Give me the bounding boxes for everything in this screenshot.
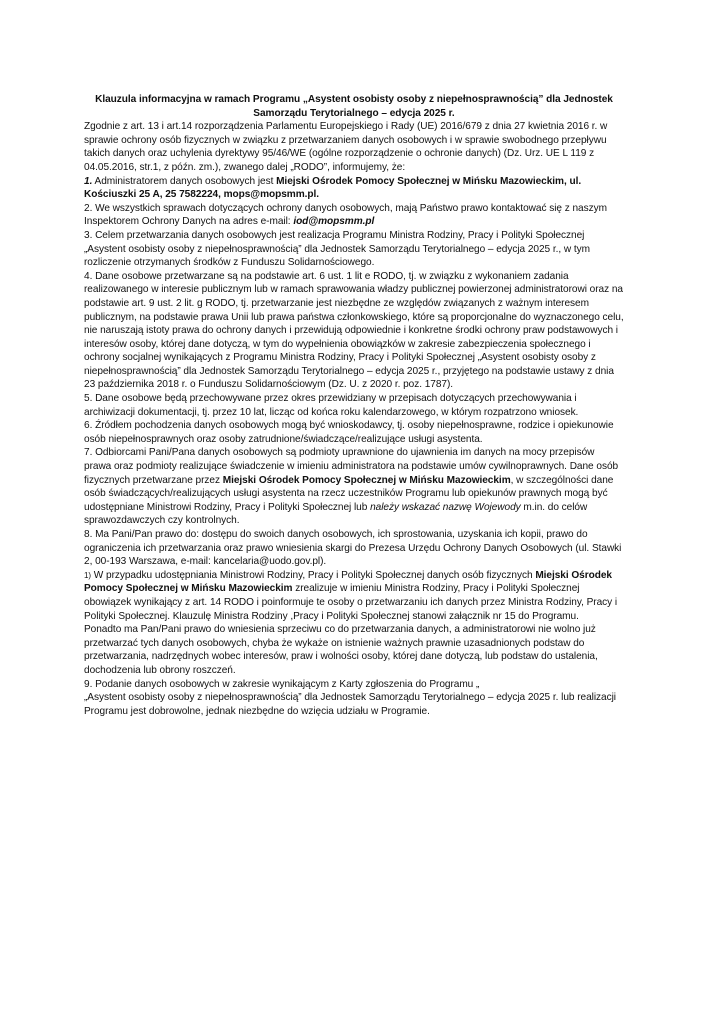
administrator-name: Miejski Ośrodek Pomocy Społecznej w Mińsku Mazowieckim, ul. Kościuszki 25 A, 25 7582224, mops@mopsmm.pl. bbox=[84, 175, 582, 201]
paragraph-8b: Ponadto ma Pan/Pani prawo do wniesienia sprzeciwu co do przetwarzania danych, a administratorowi nie wolno już przetwarzać tych danych osobowych, chyba że wykaże on istnienie ważnych prawnie uzasadnionych podstaw do przetwarzania, nadrzędnych wobec interesów, praw i wolności osoby, której dane dotyczą, lub podstaw do ustalenia, dochodzenia lub obrony roszczeń. bbox=[84, 624, 598, 676]
paragraph-9-line-b: „Asystent osobisty osoby z niepełnosprawnością” dla Jednostek Samorządu Terytorialnego – edycja 2025 r. lub realizacji Programu jest dobrowolne, jednak niezbędne do wzięcia udziału w Programie. bbox=[84, 692, 616, 717]
paragraph-2 bbox=[84, 202, 624, 229]
paragraph-5: 5. Dane osobowe będą przechowywane przez okres przewidziany w przepisach dotyczących przechowywania i archiwizacji dokumentacji, tj. przez 10 lat, licząc od końca roku kalendarzowego, w którym rozpatrzono wniosek. bbox=[84, 393, 579, 418]
paragraph-7-text-a: 7. Odbiorcami Pani/Pana danych osobowych są podmioty uprawnione do ujawnienia im danych na mocy przepisów prawa oraz podmioty realizujące świadczenie w imieniu administratora na podstawie umów cywilnoprawnych. Dane osób fizycznych przetwarzane przez bbox=[84, 447, 619, 486]
paragraph-9-line-a: 9. Podanie danych osobowych w zakresie wynikającym z Karty zgłoszenia do Programu „ bbox=[84, 678, 480, 690]
paragraph-1-number: 1. bbox=[84, 175, 93, 187]
paragraph-9 bbox=[84, 678, 624, 719]
paragraph-1-text: Administratorem danych osobowych jest bbox=[92, 175, 277, 187]
paragraph-6: 6. Źródłem pochodzenia danych osobowych mogą być wnioskodawcy, tj. osoby niepełnosprawne, rodzice i opiekunowie osób niepełnosprawnych oraz osoby zatrudnione/świadczące/realizujące usługi asystenta. bbox=[84, 420, 614, 445]
paragraph-7-italic: należy wskazać nazwę Wojewody bbox=[370, 501, 521, 513]
paragraph-4: 4. Dane osobowe przetwarzane są na podstawie art. 6 ust. 1 lit e RODO, tj. w związku z wykonaniem zadania realizowanego w interesie publicznym lub w ramach sprawowania władzy publicznej powierzonej administratorowi oraz na podstawie art. 9 ust. 2 lit. g RODO, tj. przetwarzanie jest niezbędne ze względów związanych z ważnym interesem publicznym, na podstawie prawa Unii lub prawa państwa członkowskiego, które są proporcjonalne do wyznaczonego celu, nie naruszają istoty prawa do ochrony danych i przewidują odpowiednie i konkretne środki ochrony praw podstawowych i interesów osoby, której dane dotyczą, w tym do wypełnienia obowiązków w zakresie zabezpieczenia społecznego i ochrony socjalnej wynikających z Programu Ministra Rodziny, Pracy i Polityki Społecznej „Asystent osobisty osoby z niepełnosprawnością” dla Jednostek Samorządu Terytorialnego – edycja 2025 r., przyjętego na podstawie ustawy z dnia 23 października 2018 r. o Funduszu Solidarnościowym (Dz. U. z 2020 r. poz. 1787). bbox=[84, 270, 624, 391]
paragraph-7-text-c: m.in. do celów sprawozdawczych czy kontrolnych. bbox=[84, 501, 588, 527]
paragraph-2-text: 2. We wszystkich sprawach dotyczących ochrony danych osobowych, mają Państwo prawo kontaktować się z naszym Inspektorem Ochrony Danych na adres e-mail: bbox=[84, 202, 607, 228]
paragraph-7-text-b: , w szczególności dane osób świadczących/realizujących usługi asystenta na rzecz uczestników Programu lub opiekunów prawnych mogą być udostępniane Ministrowi Rodziny, Pracy i Polityki Społecznej lub bbox=[84, 474, 614, 513]
iod-email: iod@mopsmm.pl bbox=[293, 216, 375, 228]
intro-paragraph: Zgodnie z art. 13 i art.14 rozporządzenia Parlamentu Europejskiego i Rady (UE) 2016/679 z dnia 27 kwietnia 2016 r. w sprawie ochrony osób fizycznych w związku z przetwarzaniem danych osobowych i w sprawie swobodnego przepływu takich danych oraz uchylenia dyrektywy 95/46/WE (ogólne rozporządzenie o ochronie danych) (Dz. Urz. UE L 119 z 04.05.2016, str.1, z późn. zm.), zwanego dalej „RODO”, informujemy, że: bbox=[84, 121, 608, 173]
document-title: Klauzula informacyjna w ramach Programu „Asystent osobisty osoby z niepełnosprawnością” dla Jednostek Samorządu Terytorialnego – edycja 2025 r. bbox=[95, 94, 613, 119]
footnote-bold: Miejski Ośrodek Pomocy Społecznej w Mińsku Mazowieckim bbox=[84, 569, 612, 595]
paragraph-7 bbox=[84, 446, 624, 528]
paragraph-7-bold: Miejski Ośrodek Pomocy Społecznej w Mińsku Mazowieckim bbox=[222, 474, 511, 486]
document-page bbox=[84, 93, 624, 718]
footnote-marker: 1) bbox=[84, 570, 92, 580]
paragraph-8: 8. Ma Pani/Pan prawo do: dostępu do swoich danych osobowych, ich sprostowania, uzyskania ich kopii, prawo do ograniczenia ich przetwarzania oraz prawo wniesienia skargi do Prezesa Urzędu Ochrony Danych Osobowych (ul. Stawki 2, 00-193 Warszawa, e-mail: kancelaria@uodo.gov.pl). bbox=[84, 529, 622, 568]
paragraph-3: 3. Celem przetwarzania danych osobowych jest realizacja Programu Ministra Rodziny, Pracy i Polityki Społecznej „Asystent osobisty osoby z niepełnosprawnością” dla Jednostek Samorządu Terytorialnego – edycja 2025 r., w tym rozliczenie otrzymanych środków z Funduszu Solidarnościowego. bbox=[84, 229, 590, 269]
paragraph-8-footnote bbox=[84, 569, 624, 623]
footnote-text-b: zrealizuje w imieniu Ministra Rodziny, Pracy i Polityki Społecznej obowiązek wynikający z art. 14 RODO i poinformuje te osoby o przetwarzaniu ich danych przez Ministra Rodziny, Pracy i Polityki Społecznej. Klauzulę Ministra Rodziny ,Pracy i Polityki Społecznej stanowi załącznik nr 15 do Programu. bbox=[84, 583, 618, 622]
footnote-text-a: W przypadku udostępniania Ministrowi Rodziny, Pracy i Polityki Społecznej danych osób fizycznych bbox=[91, 569, 536, 581]
paragraph-1 bbox=[84, 175, 624, 202]
